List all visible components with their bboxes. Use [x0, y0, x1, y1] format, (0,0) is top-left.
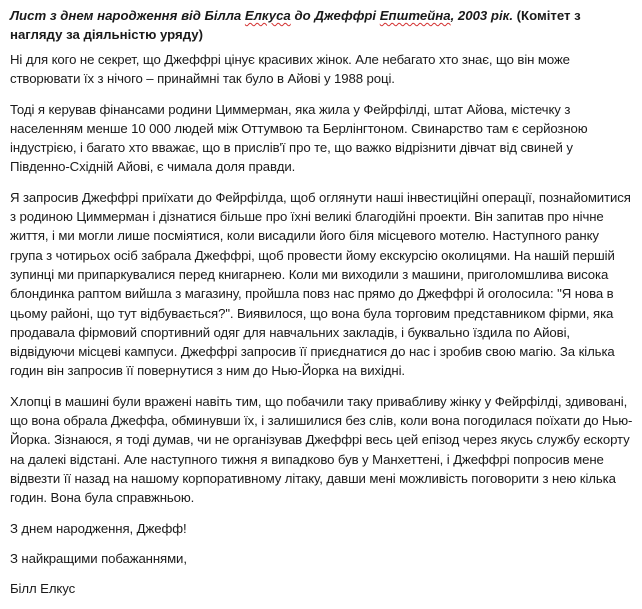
paragraph-3: Я запросив Джеффрі приїхати до Фейрфілда, щоб оглянути наші інвестиційні операції, познайомитися з родиною Циммерман і дізнатися більше про їхні великі благодійні проекти. Він запитав про нічне життя, і ми могли лише посміятися, коли висадили його біля місцевого мотелю. Наступного ранку група з чотирьох осіб забрала Джеффрі, щоб провести йому екскурсію околицями. На нашій першій зупинці ми припаркувалися перед книгарнею. Коли ми виходили з машини, приголомшлива висока блондинка раптом вийшла з магазину, пройшла повз нас прямо до Джеффрі й оголосила: "Я нова в цьому районі, що тут відбувається?". Виявилося, що вона була торговим представником фірми, яка продавала фірмовий спортивний одяг для навчальних закладів, і буквально їздила по Айові, відвідуючи місцеві кампуси. Джеффрі запросив її приєднатися до нас і зробив свою магію. За кілька годин він запросив її повернутися з ним до Нью-Йорка на вихідні. — [10, 189, 631, 379]
closing-wishes: З найкращими побажаннями, — [10, 550, 187, 566]
document-title — [10, 6, 634, 44]
title-name-elkus: Елкуса — [244, 8, 291, 23]
title-part: , 2003 рік. — [450, 8, 517, 23]
title-part: Лист з днем народження від Білла — [10, 8, 245, 23]
signature: Білл Елкус — [10, 581, 76, 597]
letter-document — [10, 6, 634, 609]
title-committee: (Комітет з нагляду за діяльністю уряду) — [10, 8, 581, 42]
paragraph-4: Хлопці в машині були вражені навіть тим, що побачили таку привабливу жінку у Фейрфілді, здивовані, що вона обрала Джеффа, обминувши їх, і залишилися без слів, коли вона погодилася поїхати до Нью-Йорка. Зізнаюся, я тоді думав, чи не організував Джеффрі весь цей епізод через якусь службу ескорту на далекі відстані. Але наступного тижня я випадково був у Манхеттені, і Джеффрі попросив мене відвезти її назад на нашому корпоративному літаку, давши мені можливість поговорити з нею кілька годин. Вона була справжньою. — [10, 393, 633, 506]
closing-greeting: З днем народження, Джефф! — [10, 520, 187, 536]
title-part: до Джеффрі — [290, 8, 380, 23]
paragraph-1: Ні для кого не секрет, що Джеффрі цінує красивих жінок. Але небагато хто знає, що він може створювати їх з нічого – принаймні так було в Айові у 1988 році. — [10, 52, 570, 87]
paragraph-2: Тоді я керував фінансами родини Циммерман, яка жила у Фейрфілді, штат Айова, містечку з населенням менше 10 000 людей між Оттумвою та Берлінгтоном. Свинарство там є серйозною індустрією, і багато хто вважає, що в прислів'ї про те, що важко відрізнити дівчат від свиней у Південно-Східній Айові, є чимала доля правди. — [10, 101, 588, 175]
title-name-epstein: Епштейна — [379, 8, 451, 23]
